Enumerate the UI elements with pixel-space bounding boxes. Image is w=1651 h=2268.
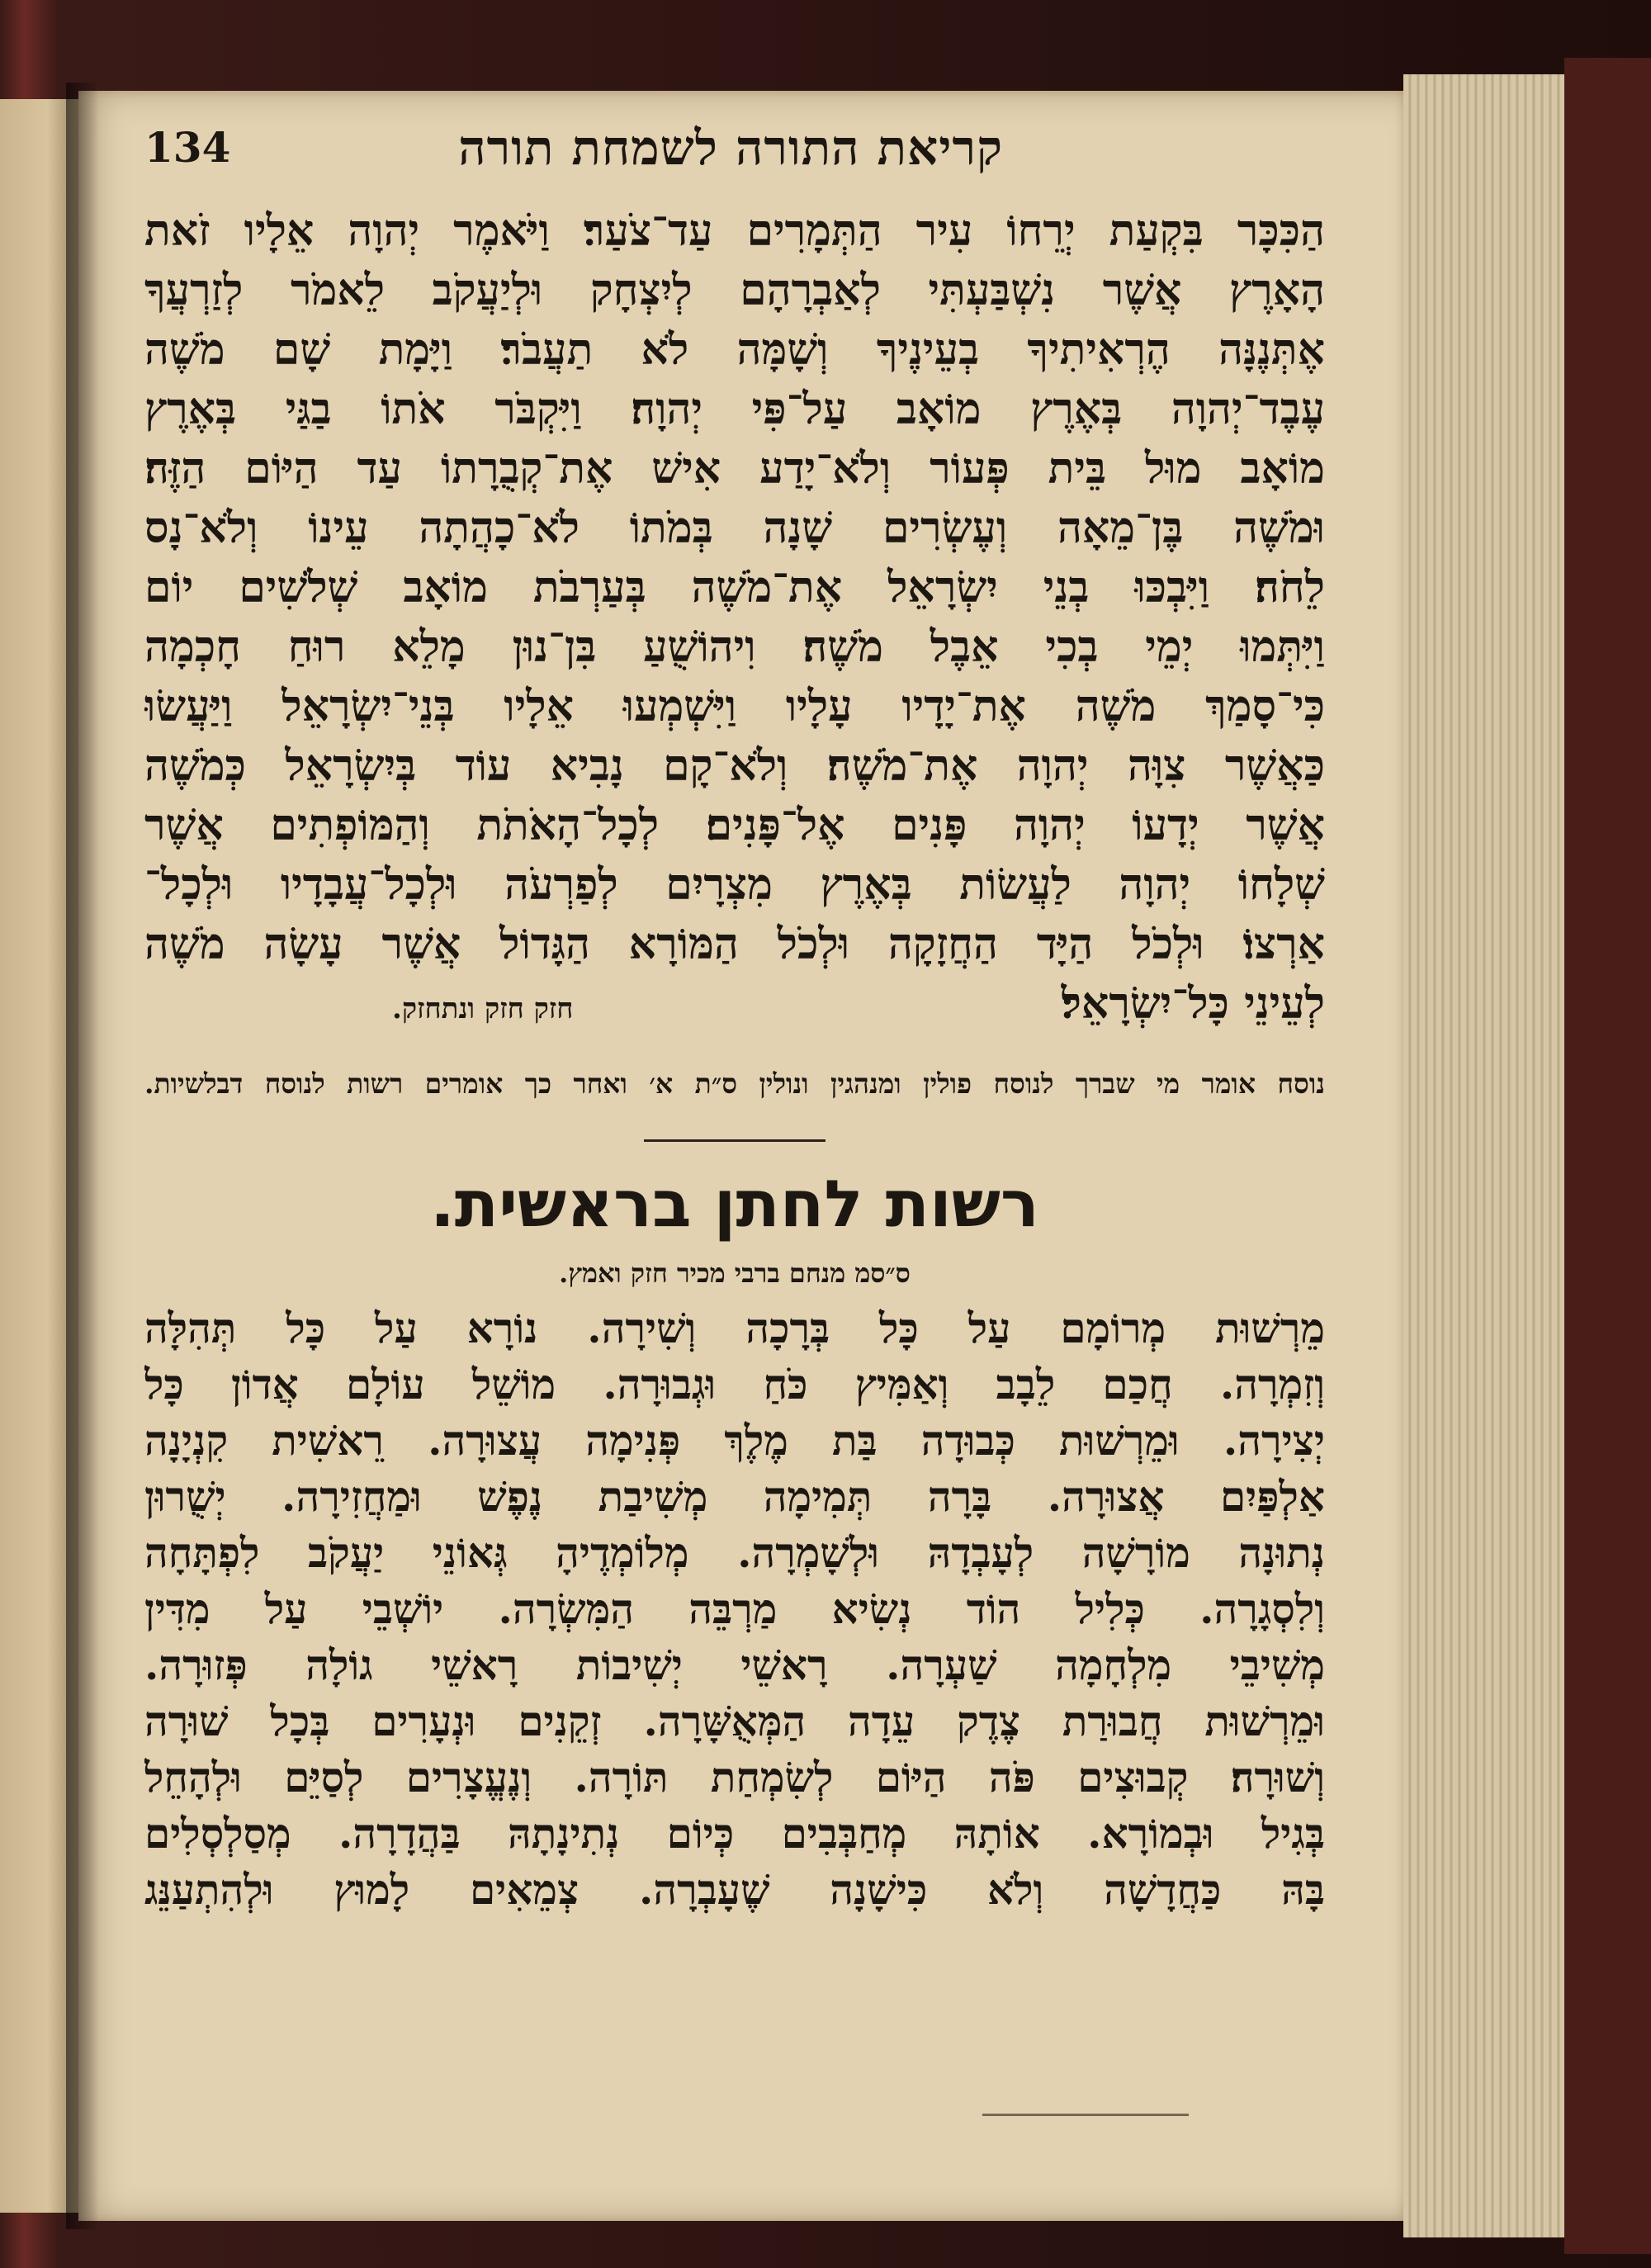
- reading-line: כַּאֲשֶׁר צִוָּה יְהוָה אֶת־מֹשֶׁה׃ וְלֹא־קָם נָבִיא עוֹד בְּיִשְׂרָאֵל כְּמֹשֶׁה: [144, 741, 1325, 791]
- reading-line: וַיִּתְּמוּ יְמֵי בְכִי אֵבֶל מֹשֶׁה׃ וִיהוֹשֻׁעַ בִּן־נוּן מָלֵא רוּחַ חָכְמָה: [144, 622, 1325, 672]
- reading-line: הַכִּכָּר בִּקְעַת יְרֵחוֹ עִיר הַתְּמָרִים עַד־צֹעַר׃ וַיֹּאמֶר יְהוָה אֵלָיו זֹאת: [144, 206, 1325, 256]
- reshut-poem: [144, 1300, 1325, 1918]
- poem-line: מֵרְשׁוּת מְרוֹמָם עַל כָּל בְּרָכָה וְשִׁירָה. נוֹרָא עַל כָּל תְּהִלָּה: [144, 1304, 1325, 1352]
- reading-line: כִּי־סָמַךְ מֹשֶׁה אֶת־יָדָיו עָלָיו וַיִּשְׁמְעוּ אֵלָיו בְּנֵי־יִשְׂרָאֵל וַיַּעֲשׂוּ: [144, 681, 1325, 732]
- poem-line: מְשִׁיבֵי מִלְחָמָה שַׁעְרָה. רָאשֵׁי יְשִׁיבוֹת רָאשֵׁי גוֹלָה פְּזוּרָה.: [144, 1641, 1325, 1689]
- reading-line: אֲשֶׁר יְדָעוֹ יְהוָה פָּנִים אֶל־פָּנִים׃ לְכָל־הָאֹתֹת וְהַמּוֹפְתִים אֲשֶׁר: [144, 800, 1325, 850]
- reading-line: עֶבֶד־יְהוָה בְּאֶרֶץ מוֹאָב עַל־פִּי יְהוָה׃ וַיִּקְבֹּר אֹתוֹ בַגַּי בְּאֶרֶץ: [144, 384, 1325, 434]
- page-edges: [1403, 74, 1569, 2237]
- section-divider: [644, 1139, 826, 1142]
- torah-reading: [144, 201, 1325, 974]
- page-number: 134: [144, 123, 231, 172]
- page-text: [144, 120, 1325, 1918]
- running-title: קריאת התורה לשמחת תורה: [458, 120, 1003, 176]
- page-header: [144, 120, 1325, 190]
- poem-line: בָּהּ כַּחֲדָשָׁה וְלֹא כִּישָׁנָה שֶׁעָבְרָה. צְמֵאִים לָמוּץ וּלְהִתְעַנֵּג: [144, 1865, 1325, 1914]
- footer-rule: [982, 2114, 1189, 2116]
- reading-line: אַרְצוֹ׃ וּלְכֹל הַיָּד הַחֲזָקָה וּלְכֹל הַמּוֹרָא הַגָּדוֹל אֲשֶׁר עָשָׂה מֹשֶׁה: [144, 919, 1325, 969]
- closing-note: חזק חזק ונתחזק.: [392, 992, 574, 1025]
- poem-line: נְתוּנָה מוֹרָשָׁה לְעָבְדָהּ וּלְשָׁמְרָה. מְלוֹמְדֶיהָ גְּאוֹנֵי יַעֲקֹב לִפְתָּחָה: [144, 1528, 1325, 1577]
- closing-line: לְעֵינֵי כָּל־יִשְׂרָאֵל׃: [1061, 978, 1325, 1029]
- spine-shadow: [66, 83, 99, 2229]
- reading-line: מוֹאָב מוּל בֵּית פְּעוֹר וְלֹא־יָדַע אִישׁ אֶת־קְבֻרָתוֹ עַד הַיּוֹם הַזֶּה׃: [144, 443, 1325, 494]
- reading-line: הָאָרֶץ אֲשֶׁר נִשְׁבַּעְתִּי לְאַבְרָהָם לְיִצְחָק וּלְיַעֲקֹב לֵאמֹר לְזַרְעֲךָ: [144, 265, 1325, 315]
- poem-line: אַלְפַּיִם אֲצוּרָה. בָּרָה תְּמִימָה מְשִׁיבַת נֶפֶשׁ וּמַחֲזִירָה. יְשֻׁרוּן: [144, 1472, 1325, 1521]
- reading-line: שְׁלָחוֹ יְהוָה לַעֲשׂוֹת בְּאֶרֶץ מִצְרָיִם לְפַרְעֹה וּלְכָל־עֲבָדָיו וּלְכָל־: [144, 859, 1325, 910]
- reading-line: אֶתְּנֶנָּה הֶרְאִיתִיךָ בְעֵינֶיךָ וְשָׁמָּה לֹא תַעֲבֹר׃ וַיָּמָת שָׁם מֹשֶׁה: [144, 324, 1325, 375]
- poem-line: יְצִירָה. וּמֵרְשׁוּת כְּבוּדָה בַּת מֶלֶךְ פְּנִימָה עֲצוּרָה. רֵאשִׁית קִנְיָנָה: [144, 1416, 1325, 1465]
- reading-closing: [144, 974, 1325, 1034]
- reading-line: וּמֹשֶׁה בֶּן־מֵאָה וְעֶשְׂרִים שָׁנָה בְּמֹתוֹ לֹא־כָהֲתָה עֵינוֹ וְלֹא־נָס: [144, 503, 1325, 553]
- section-byline: ס״סמ מנחם ברבי מכיר חזק ואמץ.: [559, 1257, 911, 1289]
- section-title: רשות לחתן בראשית.: [430, 1167, 1039, 1242]
- poem-line: וְלִסְגָרָה. כְּלִיל הוֹד נְשִׂיא מַרְבֵּה הַמִּשְׂרָה. יוֹשְׁבֵי עַל מִדִּין: [144, 1584, 1325, 1633]
- rubric-instruction: נוסח אומר מי שברך לנוסח פולין ומנהגין ונולין ס״ת א׳ ואחר כך אומרים רשות לנוסח דבלשיות.: [144, 1068, 1325, 1100]
- poem-line: וְזִמְרָה. חֲכַם לֵבָב וְאַמִּיץ כֹּחַ וּגְבוּרָה. מוֹשֵׁל עוֹלָם אֲדוֹן כָּל: [144, 1360, 1325, 1409]
- reading-line: לֵחֹה׃ וַיִּבְכּוּ בְנֵי יִשְׂרָאֵל אֶת־מֹשֶׁה בְּעַרְבֹת מוֹאָב שְׁלֹשִׁים יוֹם: [144, 562, 1325, 613]
- poem-line: וּמֵרְשׁוּת חֲבוּרַת צֶדֶק עֵדָה הַמְּאֻשָּׁרָה. זְקֵנִים וּנְעָרִים בְּכָל שׁוּרָה: [144, 1697, 1325, 1745]
- book-cover-edge: [1564, 58, 1651, 2254]
- poem-line: בְּגִיל וּבְמוֹרָא. אוֹתָהּ מְחַבְּבִים כְּיוֹם נְתִינָתָהּ בַּהֲדָרָה. מְסַלְסְלִים: [144, 1809, 1325, 1858]
- poem-line: וְשׁוּרָה׃ קְבוּצִים פֹּה הַיּוֹם לְשִׂמְחַת תּוֹרָה. וְנֶעֱצָרִים לְסַיֵּם וּלְהָחֵל: [144, 1753, 1325, 1802]
